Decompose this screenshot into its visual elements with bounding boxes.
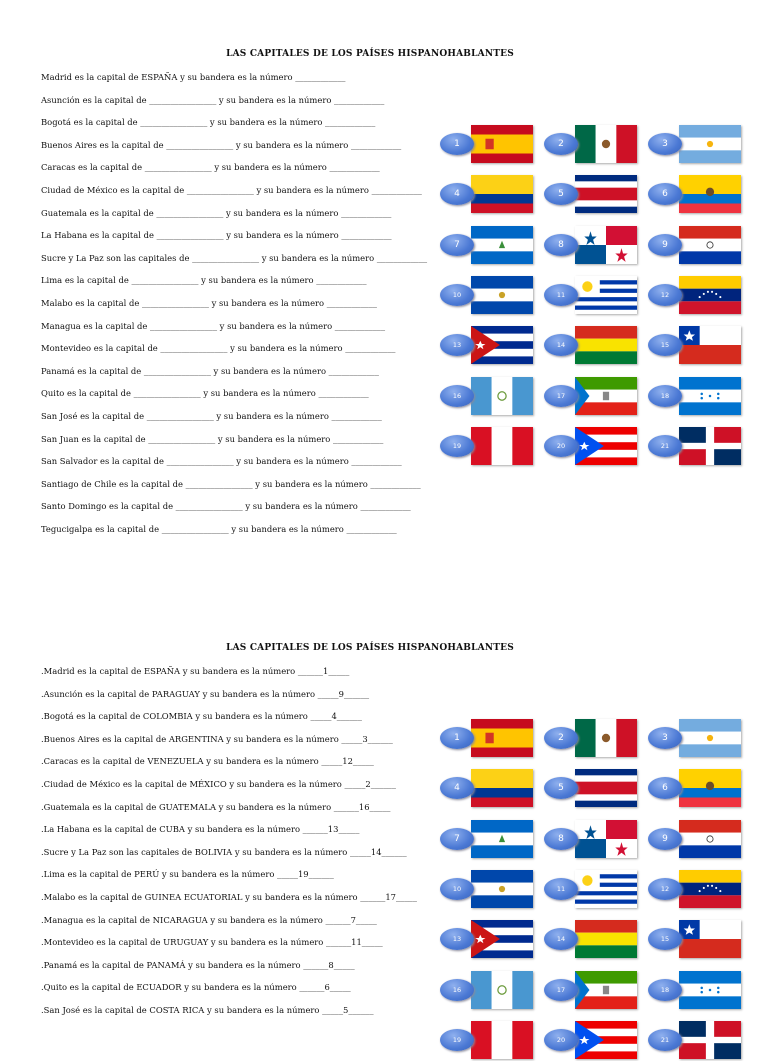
question-line: Asunción es la capital de ________________ y su bandera es la número ____________ xyxy=(41,94,385,105)
flag-number-badge: 7 xyxy=(440,828,474,850)
flag-grid xyxy=(438,717,748,1044)
answer-line: .Montevideo es la capital de URUGUAY y su bandera es la número ______11_____ xyxy=(41,937,383,948)
flag-item xyxy=(542,818,642,860)
equatorial-guinea-flag-icon xyxy=(575,971,637,1009)
flag-number-badge: 5 xyxy=(544,777,578,799)
question-line: Sucre y La Paz son las capitales de ________________ y su bandera es la número ____________ xyxy=(41,252,428,263)
flag-number-badge: 4 xyxy=(440,183,474,205)
flag-item xyxy=(646,918,746,960)
answer-line: .Guatemala es la capital de GUATEMALA y su bandera es la número ______16_____ xyxy=(41,801,391,812)
peru-flag-icon xyxy=(471,1021,533,1059)
flag-item xyxy=(542,868,642,910)
flag-item xyxy=(646,767,746,809)
flag-item xyxy=(438,918,538,960)
flag-number-badge: 20 xyxy=(544,1029,578,1051)
answer-line: .Asunción es la capital de PARAGUAY y su bandera es la número _____9______ xyxy=(41,688,370,699)
flag-number-badge: 21 xyxy=(648,435,682,457)
flag-number-badge: 17 xyxy=(544,979,578,1001)
flag-number-badge: 4 xyxy=(440,777,474,799)
flag-item xyxy=(646,969,746,1011)
question-line: Malabo es la capital de ________________ y su bandera es la número ____________ xyxy=(41,297,377,308)
flag-number-badge: 19 xyxy=(440,435,474,457)
el-salvador-flag-icon xyxy=(471,870,533,908)
flag-item xyxy=(542,767,642,809)
flag-number-badge: 14 xyxy=(544,334,578,356)
flag-number-badge: 12 xyxy=(648,878,682,900)
flag-number-badge: 18 xyxy=(648,979,682,1001)
flag-number-badge: 13 xyxy=(440,334,474,356)
flag-item xyxy=(542,1019,642,1061)
flag-number-badge: 2 xyxy=(544,727,578,749)
flag-number-badge: 17 xyxy=(544,385,578,407)
flag-item xyxy=(438,868,538,910)
question-line: Managua es la capital de ________________ y su bandera es la número ____________ xyxy=(41,320,386,331)
question-line: Panamá es la capital de ________________ y su bandera es la número ____________ xyxy=(41,365,379,376)
flag-item xyxy=(438,717,538,759)
colombia-flag-icon xyxy=(471,769,533,807)
puerto-rico-flag-icon xyxy=(575,1021,637,1059)
answer-line: .Panamá es la capital de PANAMÁ y su bandera es la número ______8_____ xyxy=(41,959,355,970)
answer-line: .Buenos Aires es la capital de ARGENTINA y su bandera es la número _____3______ xyxy=(41,733,393,744)
spain-flag-icon xyxy=(471,719,533,757)
flag-item xyxy=(438,1019,538,1061)
flag-item xyxy=(646,818,746,860)
question-line: Lima es la capital de ________________ y su bandera es la número ____________ xyxy=(41,275,367,286)
flag-number-badge: 16 xyxy=(440,385,474,407)
question-line: Santiago de Chile es la capital de ________________ y su bandera es la número ____________ xyxy=(41,478,421,489)
flag-number-badge: 16 xyxy=(440,979,474,1001)
flag-number-badge: 11 xyxy=(544,284,578,306)
flag-number-badge: 13 xyxy=(440,928,474,950)
flag-item xyxy=(646,717,746,759)
answer-line: .San José es la capital de COSTA RICA y su bandera es la número _____5______ xyxy=(41,1004,374,1015)
flag-number-badge: 1 xyxy=(440,727,474,749)
flag-item xyxy=(646,1019,746,1061)
guatemala-flag-icon xyxy=(471,971,533,1009)
flag-number-badge: 6 xyxy=(648,183,682,205)
answer-line: .Madrid es la capital de ESPAÑA y su bandera es la número ______1_____ xyxy=(41,666,350,676)
question-line: Tegucigalpa es la capital de ________________ y su bandera es la número ____________ xyxy=(41,523,397,534)
flag-number-badge: 11 xyxy=(544,878,578,900)
bolivia-flag-icon xyxy=(575,920,637,958)
flag-number-badge: 10 xyxy=(440,284,474,306)
flag-number-badge: 18 xyxy=(648,385,682,407)
worksheet-title: LAS CAPITALES DE LOS PAÍSES HISPANOHABLANTES xyxy=(226,49,514,59)
flag-number-badge: 5 xyxy=(544,183,578,205)
question-line: Madrid es la capital de ESPAÑA y su bandera es la número ____________ xyxy=(41,72,346,82)
question-line: La Habana es la capital de ________________ y su bandera es la número ____________ xyxy=(41,230,392,241)
flag-item xyxy=(438,767,538,809)
answer-line: .La Habana es la capital de CUBA y su bandera es la número ______13_____ xyxy=(41,824,360,835)
flag-number-badge: 9 xyxy=(648,234,682,256)
dominican-republic-flag-icon xyxy=(679,1021,741,1059)
flag-number-badge: 15 xyxy=(648,928,682,950)
flag-number-badge: 21 xyxy=(648,1029,682,1051)
question-line: Caracas es la capital de ________________ y su bandera es la número ____________ xyxy=(41,162,380,173)
question-line: San Juan es la capital de ________________ y su bandera es la número ____________ xyxy=(41,433,384,444)
cuba-flag-icon xyxy=(471,920,533,958)
flag-item xyxy=(646,868,746,910)
flag-item xyxy=(542,717,642,759)
worksheet-title: LAS CAPITALES DE LOS PAÍSES HISPANOHABLANTES xyxy=(226,643,514,653)
flag-number-badge: 7 xyxy=(440,234,474,256)
nicaragua-flag-icon xyxy=(471,820,533,858)
question-line: San José es la capital de ________________ y su bandera es la número ____________ xyxy=(41,410,382,421)
answer-line: .Sucre y La Paz son las capitales de BOLIVIA y su bandera es la número _____14______ xyxy=(41,846,407,857)
answer-line: .Malabo es la capital de GUINEA ECUATORIAL y su bandera es la número ______17_____ xyxy=(41,891,417,902)
answer-line: .Lima es la capital de PERÚ y su bandera es la número _____19______ xyxy=(41,869,334,880)
flag-number-badge: 2 xyxy=(544,133,578,155)
honduras-flag-icon xyxy=(679,971,741,1009)
answer-line: .Caracas es la capital de VENEZUELA y su bandera es la número _____12_____ xyxy=(41,756,374,767)
question-line: Ciudad de México es la capital de ________________ y su bandera es la número ____________ xyxy=(41,184,422,195)
venezuela-flag-icon xyxy=(679,870,741,908)
question-line: Santo Domingo es la capital de ________________ y su bandera es la número ____________ xyxy=(41,501,411,512)
flag-number-badge: 8 xyxy=(544,828,578,850)
argentina-flag-icon xyxy=(679,719,741,757)
flag-number-badge: 19 xyxy=(440,1029,474,1051)
question-line: Guatemala es la capital de ________________ y su bandera es la número ____________ xyxy=(41,207,392,218)
panama-flag-icon xyxy=(575,820,637,858)
flag-item xyxy=(542,969,642,1011)
ecuador-flag-icon xyxy=(679,769,741,807)
mexico-flag-icon xyxy=(575,719,637,757)
question-line: San Salvador es la capital de ________________ y su bandera es la número ____________ xyxy=(41,456,402,467)
flag-number-badge: 9 xyxy=(648,828,682,850)
answer-line: .Ciudad de México es la capital de MÉXICO y su bandera es la número _____2______ xyxy=(41,778,396,789)
question-line: Quito es la capital de ________________ y su bandera es la número ____________ xyxy=(41,388,369,399)
flag-item xyxy=(438,818,538,860)
flag-item xyxy=(542,918,642,960)
flag-number-badge: 10 xyxy=(440,878,474,900)
paraguay-flag-icon xyxy=(679,820,741,858)
answer-line: .Quito es la capital de ECUADOR y su bandera es la número ______6_____ xyxy=(41,982,351,993)
answer-list xyxy=(41,666,417,1028)
flag-number-badge: 8 xyxy=(544,234,578,256)
answer-line: .Bogotá es la capital de COLOMBIA y su bandera es la número _____4______ xyxy=(41,711,362,722)
question-line: Bogotá es la capital de ________________ y su bandera es la número ____________ xyxy=(41,117,376,128)
flag-item xyxy=(438,969,538,1011)
flag-number-badge: 3 xyxy=(648,133,682,155)
costa-rica-flag-icon xyxy=(575,769,637,807)
flag-number-badge: 6 xyxy=(648,777,682,799)
flag-number-badge: 14 xyxy=(544,928,578,950)
flag-number-badge: 3 xyxy=(648,727,682,749)
flag-number-badge: 15 xyxy=(648,334,682,356)
uruguay-flag-icon xyxy=(575,870,637,908)
question-line: Montevideo es la capital de ________________ y su bandera es la número ____________ xyxy=(41,343,396,354)
flag-number-badge: 20 xyxy=(544,435,578,457)
answer-line: .Managua es la capital de NICARAGUA y su bandera es la número ______7_____ xyxy=(41,914,377,925)
chile-flag-icon xyxy=(679,920,741,958)
flag-number-badge: 12 xyxy=(648,284,682,306)
question-line: Buenos Aires es la capital de ________________ y su bandera es la número ____________ xyxy=(41,139,402,150)
flag-number-badge: 1 xyxy=(440,133,474,155)
